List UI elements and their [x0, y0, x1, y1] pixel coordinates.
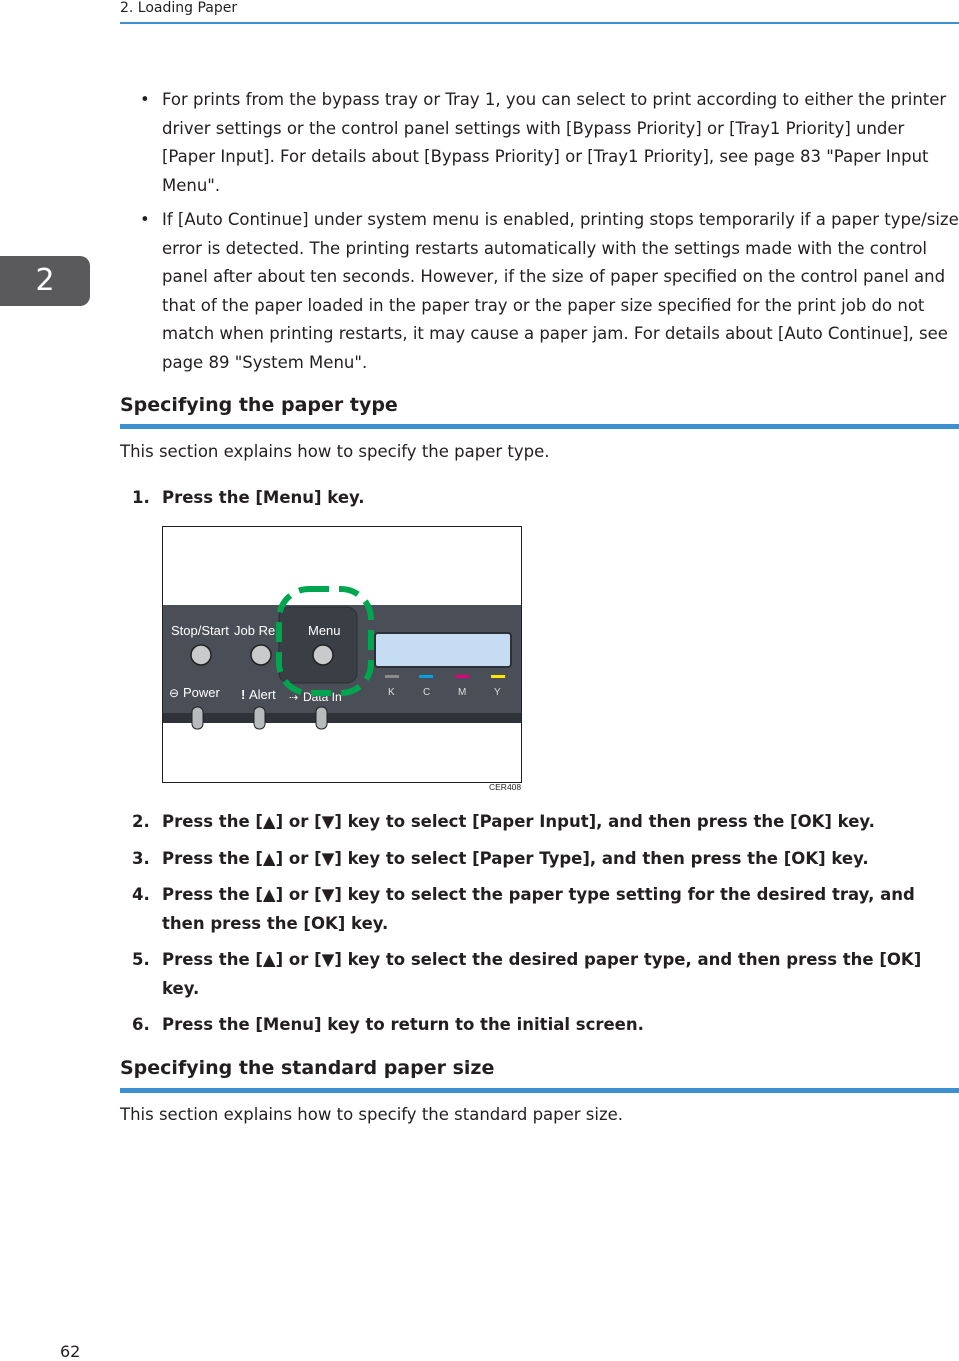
note-text: If [Auto Continue] under system menu is enabled, printing stops temporarily if a paper type/size error is detected. The printing restarts automatically with the settings made with the control panel after about ten seconds. However, if the size of paper specified on the control panel and that of the paper loaded in the paper tray or the paper size specified for the print job do not match when printing restarts, it may cause a paper jam. For details about [Auto Continue], see page 89 "System Menu". — [162, 210, 959, 372]
step-list-first — [120, 484, 959, 513]
step-number: 3. — [132, 848, 150, 868]
stop-start-label: Stop/Start — [171, 623, 229, 638]
figure-caption: CER408 — [489, 782, 522, 792]
job-reset-key[interactable] — [251, 645, 271, 665]
step-text: Press the [▲] or [▼] key to select the paper type setting for the desired tray, and then press the [OK] key. — [162, 885, 915, 933]
step-item — [120, 845, 959, 874]
toner-y-indicator — [491, 675, 505, 678]
note-item — [140, 206, 959, 377]
header-rule — [120, 22, 959, 24]
step-item — [120, 484, 959, 513]
power-icon: ⊖ — [169, 686, 180, 700]
step-item — [120, 1011, 959, 1040]
stop-start-key[interactable] — [191, 645, 211, 665]
chapter-title: 2. Loading Paper — [120, 0, 238, 16]
job-reset-label: Job Re — [234, 623, 276, 638]
step-text: Press the [Menu] key. — [162, 488, 365, 507]
section-intro: This section explains how to specify the paper type. — [120, 442, 550, 461]
page-number: 62 — [60, 1342, 81, 1361]
step-text: Press the [▲] or [▼] key to select [Paper Type], and then press the [OK] key. — [162, 848, 869, 868]
section-title-paper-type: Specifying the paper type — [120, 394, 398, 416]
toner-c-label: C — [423, 687, 431, 698]
step-item — [120, 808, 959, 837]
power-label: Power — [183, 685, 220, 700]
toner-m-indicator — [455, 675, 469, 678]
power-led — [192, 707, 203, 729]
menu-key-area — [279, 607, 357, 683]
notes-list — [140, 86, 959, 383]
step-text: Press the [▲] or [▼] key to select the desired paper type, and then press the [OK] key. — [162, 950, 922, 998]
step-number: 1. — [132, 488, 150, 507]
toner-k-indicator — [385, 675, 399, 678]
section-title-paper-size: Specifying the standard paper size — [120, 1057, 495, 1079]
toner-k-label: K — [388, 687, 395, 698]
step-text: Press the [Menu] key to return to the initial screen. — [162, 1015, 644, 1034]
alert-label: Alert — [249, 687, 276, 702]
control-panel-figure — [162, 526, 522, 783]
bullet-icon: • — [140, 90, 150, 109]
step-item — [120, 946, 959, 1003]
step-list-rest — [120, 808, 959, 1040]
step-number: 5. — [132, 950, 150, 969]
data-in-label: Data In — [303, 690, 342, 704]
step-number: 4. — [132, 885, 150, 904]
section-intro: This section explains how to specify the standard paper size. — [120, 1105, 624, 1124]
step-number: 2. — [132, 812, 150, 831]
chapter-tab: 2 — [0, 256, 90, 306]
step-item — [120, 881, 959, 938]
toner-m-label: M — [458, 687, 467, 698]
data-in-led — [316, 707, 327, 729]
menu-label: Menu — [308, 623, 341, 638]
note-item — [140, 86, 959, 200]
lcd-display — [375, 633, 511, 667]
section-rule — [120, 1088, 959, 1093]
alert-led — [254, 707, 265, 729]
step-number: 6. — [132, 1015, 150, 1034]
note-text: For prints from the bypass tray or Tray 1, you can select to print according to either the printer driver settings or the control panel settings with [Bypass Priority] or [Tray1 Priority] under [Paper Input]. For details about [Bypass Priority] or [Tray1 Priority], see page 83 "Paper Input Menu". — [162, 90, 947, 195]
panel-edge — [163, 713, 521, 723]
menu-key[interactable] — [313, 645, 333, 665]
toner-c-indicator — [419, 675, 433, 678]
alert-icon: ! — [241, 687, 246, 702]
section-rule — [120, 424, 959, 429]
toner-y-label: Y — [494, 687, 501, 698]
step-text: Press the [▲] or [▼] key to select [Paper Input], and then press the [OK] key. — [162, 812, 875, 831]
bullet-icon: • — [140, 210, 150, 229]
control-panel-illustration — [163, 527, 521, 782]
data-in-icon: ⇢ — [289, 692, 299, 704]
